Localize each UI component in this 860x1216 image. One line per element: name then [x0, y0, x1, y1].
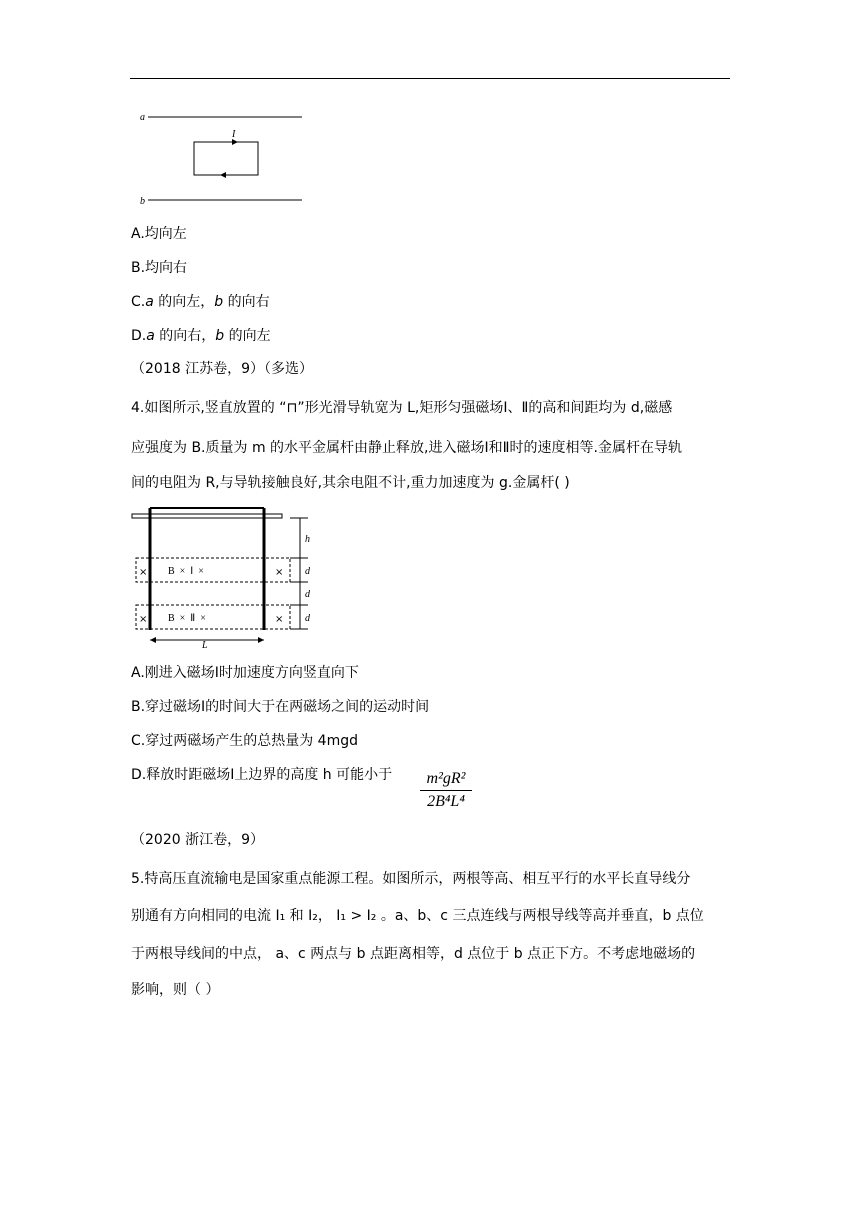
- dim-d-label: d: [305, 589, 310, 600]
- q3-option-c: C.a 的向左，b 的向右: [131, 294, 270, 310]
- rail-field-figure: [130, 504, 320, 650]
- q5-source: （2020 浙江卷，9）: [131, 832, 264, 848]
- field-x-mark: ×: [275, 567, 284, 578]
- q4-option-d: D.释放时距磁场Ⅰ上边界的高度 h 可能小于: [131, 767, 393, 783]
- q5-stem-line-4: 影响，则（ ）: [131, 982, 220, 998]
- q3-option-d: D.a 的向右，b 的向左: [131, 328, 271, 344]
- current-label: I: [232, 129, 236, 140]
- q4-stem-line-3: 间的电阻为 R,与导轨接触良好,其余电阻不计,重力加速度为 g.金属杆( ): [131, 475, 570, 491]
- q5-stem-line-1: 5.特高压直流输电是国家重点能源工程。如图所示，两根等高、相互平行的水平长直导线分: [131, 871, 691, 887]
- wire-loop-figure: [132, 104, 312, 210]
- field-x-mark: ×: [139, 567, 148, 578]
- q4-option-c: C.穿过两磁场产生的总热量为 4mgd: [131, 733, 358, 749]
- field-x-mark: ×: [139, 614, 148, 625]
- field-1-label: B × Ⅰ ×: [168, 566, 204, 577]
- q3-option-b: B.均向右: [131, 260, 188, 276]
- header-rule: [130, 78, 730, 79]
- wire-a-label: a: [140, 112, 145, 123]
- q4-stem-line-2: 应强度为 B.质量为 m 的水平金属杆由静止释放,进入磁场Ⅰ和Ⅱ时的速度相等.金属杆在导轨: [131, 440, 682, 456]
- field-x-mark: ×: [275, 614, 284, 625]
- formula-numerator: m²gR²: [420, 770, 472, 791]
- dim-d-label: d: [305, 613, 310, 624]
- q4-option-b: B.穿过磁场Ⅰ的时间大于在两磁场之间的运动时间: [131, 699, 430, 715]
- wire-b-label: b: [140, 196, 145, 207]
- formula-denominator: 2B⁴L⁴: [427, 793, 465, 810]
- field-2-label: B × Ⅱ ×: [168, 613, 206, 624]
- q4-source: （2018 江苏卷，9）（多选）: [131, 361, 313, 377]
- q5-stem-line-2: 别通有方向相同的电流 I₁ 和 I₂， I₁ > I₂ 。a、b、c 三点连线与两根导线等高并垂直，b 点位: [131, 908, 704, 924]
- dim-h-label: h: [305, 534, 310, 545]
- q4-stem-line-1: 4.如图所示,竖直放置的 “⊓”形光滑导轨宽为 L,矩形匀强磁场Ⅰ、Ⅱ的高和间距均为 d,磁感: [131, 400, 673, 416]
- dim-l-label: L: [202, 640, 208, 650]
- q3-option-a: A.均向左: [131, 226, 187, 242]
- q4-option-a: A.刚进入磁场Ⅰ时加速度方向竖直向下: [131, 665, 359, 681]
- height-formula: [420, 770, 472, 811]
- dim-d-label: d: [305, 566, 310, 577]
- q5-stem-line-3: 于两根导线间的中点， a、c 两点与 b 点距离相等，d 点位于 b 点正下方。不考虑地磁场的: [131, 946, 696, 962]
